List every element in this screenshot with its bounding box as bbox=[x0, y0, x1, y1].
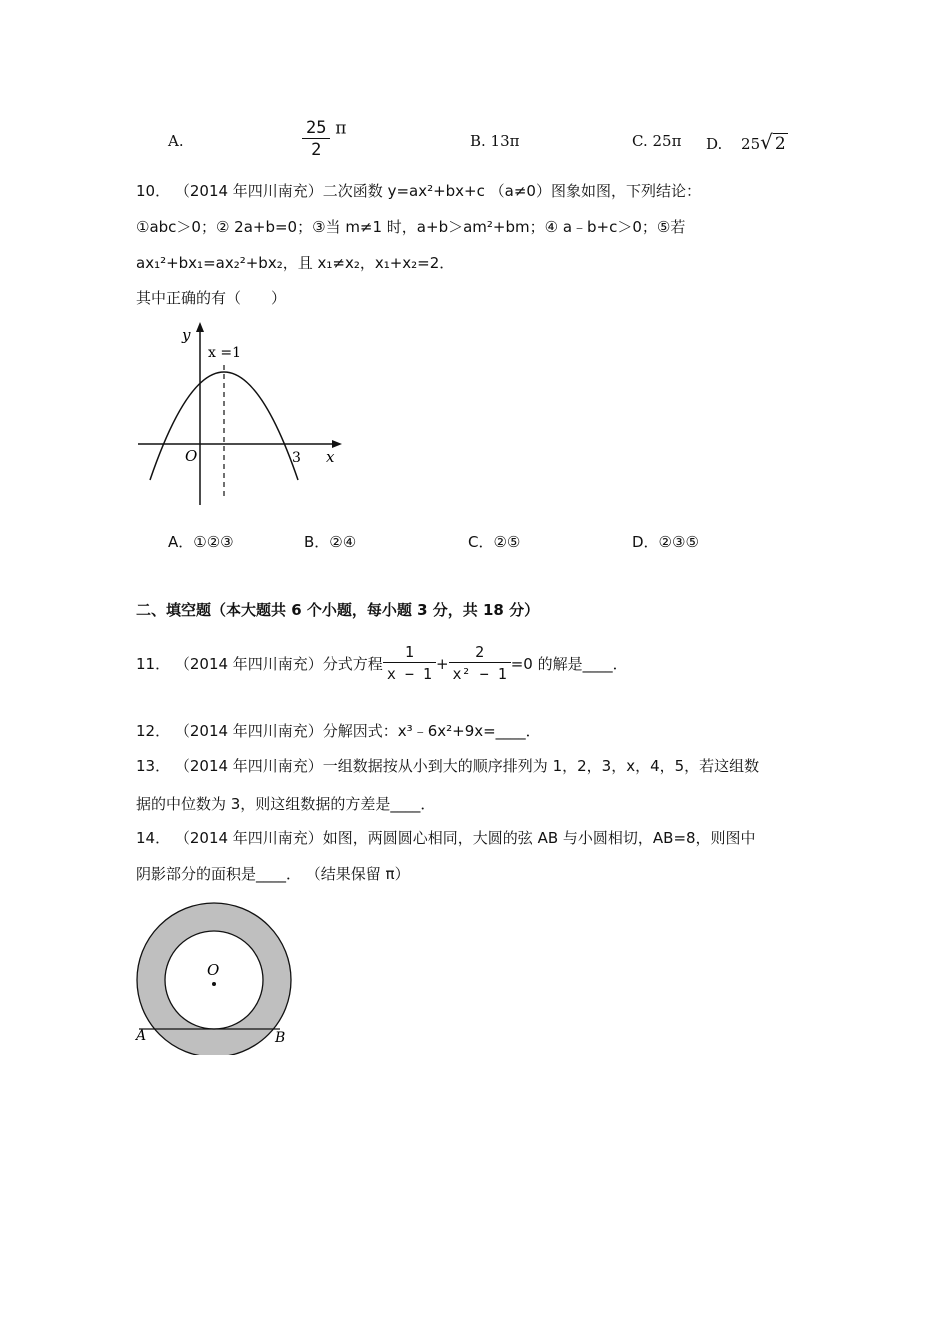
q10-option-d: D．②③⑤ bbox=[632, 533, 699, 551]
center-point bbox=[212, 982, 216, 986]
q9-option-c: C. 25π bbox=[632, 132, 682, 150]
q10-option-b: B．②④ bbox=[304, 533, 357, 551]
q11-f1-numerator: 1 bbox=[383, 642, 436, 663]
q13-line1: 13． （2014 年四川南充）一组数据按从小到大的顺序排列为 1，2，3，x，4，5，若这组数 bbox=[136, 757, 760, 775]
graph-axis-label: x =1 bbox=[208, 345, 241, 361]
q14-concentric-circles-figure bbox=[130, 900, 305, 1055]
q9-a-pi: π bbox=[335, 118, 347, 139]
q10-line4: 其中正确的有（ ） bbox=[136, 289, 287, 307]
q10-line3: ax₁²+bx₁=ax₂²+bx₂，且 x₁≠x₂，x₁+x₂=2． bbox=[136, 254, 455, 272]
q11-plus: + bbox=[435, 654, 449, 673]
y-axis-arrow-icon bbox=[196, 322, 204, 332]
q9-a-numerator: 25 bbox=[302, 118, 330, 139]
q10-line2: ①abc＞0；② 2a+b=0；③当 m≠1 时，a+b＞am²+bm；④ a﹣b+c＞0；⑤若 bbox=[136, 218, 686, 236]
q10-parabola-graph bbox=[130, 320, 350, 515]
x-axis-arrow-icon bbox=[332, 440, 342, 448]
q10-line1: 10． （2014 年四川南充）二次函数 y=ax²+bx+c （a≠0）图象如图，下列结论： bbox=[136, 182, 701, 200]
center-label: O bbox=[207, 961, 220, 979]
q11-row bbox=[136, 642, 628, 685]
section2-title: 二、填空题（本大题共 6 个小题，每小题 3 分，共 18 分） bbox=[136, 601, 540, 619]
q11-prefix: 11． （2014 年四川南充）分式方程 bbox=[136, 655, 383, 673]
q11-suffix: =0 的解是____． bbox=[510, 655, 628, 673]
point-a-label: A bbox=[136, 1028, 147, 1044]
graph-y-label: y bbox=[182, 326, 191, 344]
q9-a-denominator: 2 bbox=[311, 140, 322, 160]
q10-option-c: C．②⑤ bbox=[468, 533, 521, 551]
q11-f1-denominator: x − 1 bbox=[386, 665, 432, 683]
q9-d-label: D. bbox=[706, 135, 723, 153]
q11-f2-denominator: x² − 1 bbox=[452, 665, 507, 683]
q11-f2-numerator: 2 bbox=[449, 642, 511, 663]
sqrt-sign-icon: √ bbox=[760, 130, 773, 154]
q9-option-b: B. 13π bbox=[470, 132, 520, 150]
q9-d-radicand: 2 bbox=[774, 134, 786, 154]
parabola-curve bbox=[150, 372, 298, 480]
q13-line2: 据的中位数为 3，则这组数据的方差是____． bbox=[136, 795, 436, 813]
point-b-label: B bbox=[275, 1030, 286, 1046]
q12-text: 12． （2014 年四川南充）分解因式：x³﹣6x²+9x=____． bbox=[136, 722, 541, 740]
graph-root-label: 3 bbox=[292, 450, 301, 466]
q9-option-a-label: A. bbox=[168, 132, 184, 150]
q9-option-d bbox=[706, 130, 788, 154]
q9-option-a-fraction bbox=[302, 118, 346, 161]
graph-origin-label: O bbox=[185, 447, 198, 465]
q11-fraction-1 bbox=[383, 642, 436, 685]
q9-d-coef: 25 bbox=[741, 135, 761, 153]
q11-fraction-2 bbox=[449, 642, 511, 685]
small-circle bbox=[165, 931, 263, 1029]
q14-line2: 阴影部分的面积是____． （结果保留 π） bbox=[136, 865, 410, 883]
q10-option-a: A．①②③ bbox=[168, 533, 234, 551]
q14-line1: 14． （2014 年四川南充）如图，两圆圆心相同，大圆的弦 AB 与小圆相切，AB=8，则图中 bbox=[136, 829, 756, 847]
graph-x-label: x bbox=[326, 448, 335, 466]
